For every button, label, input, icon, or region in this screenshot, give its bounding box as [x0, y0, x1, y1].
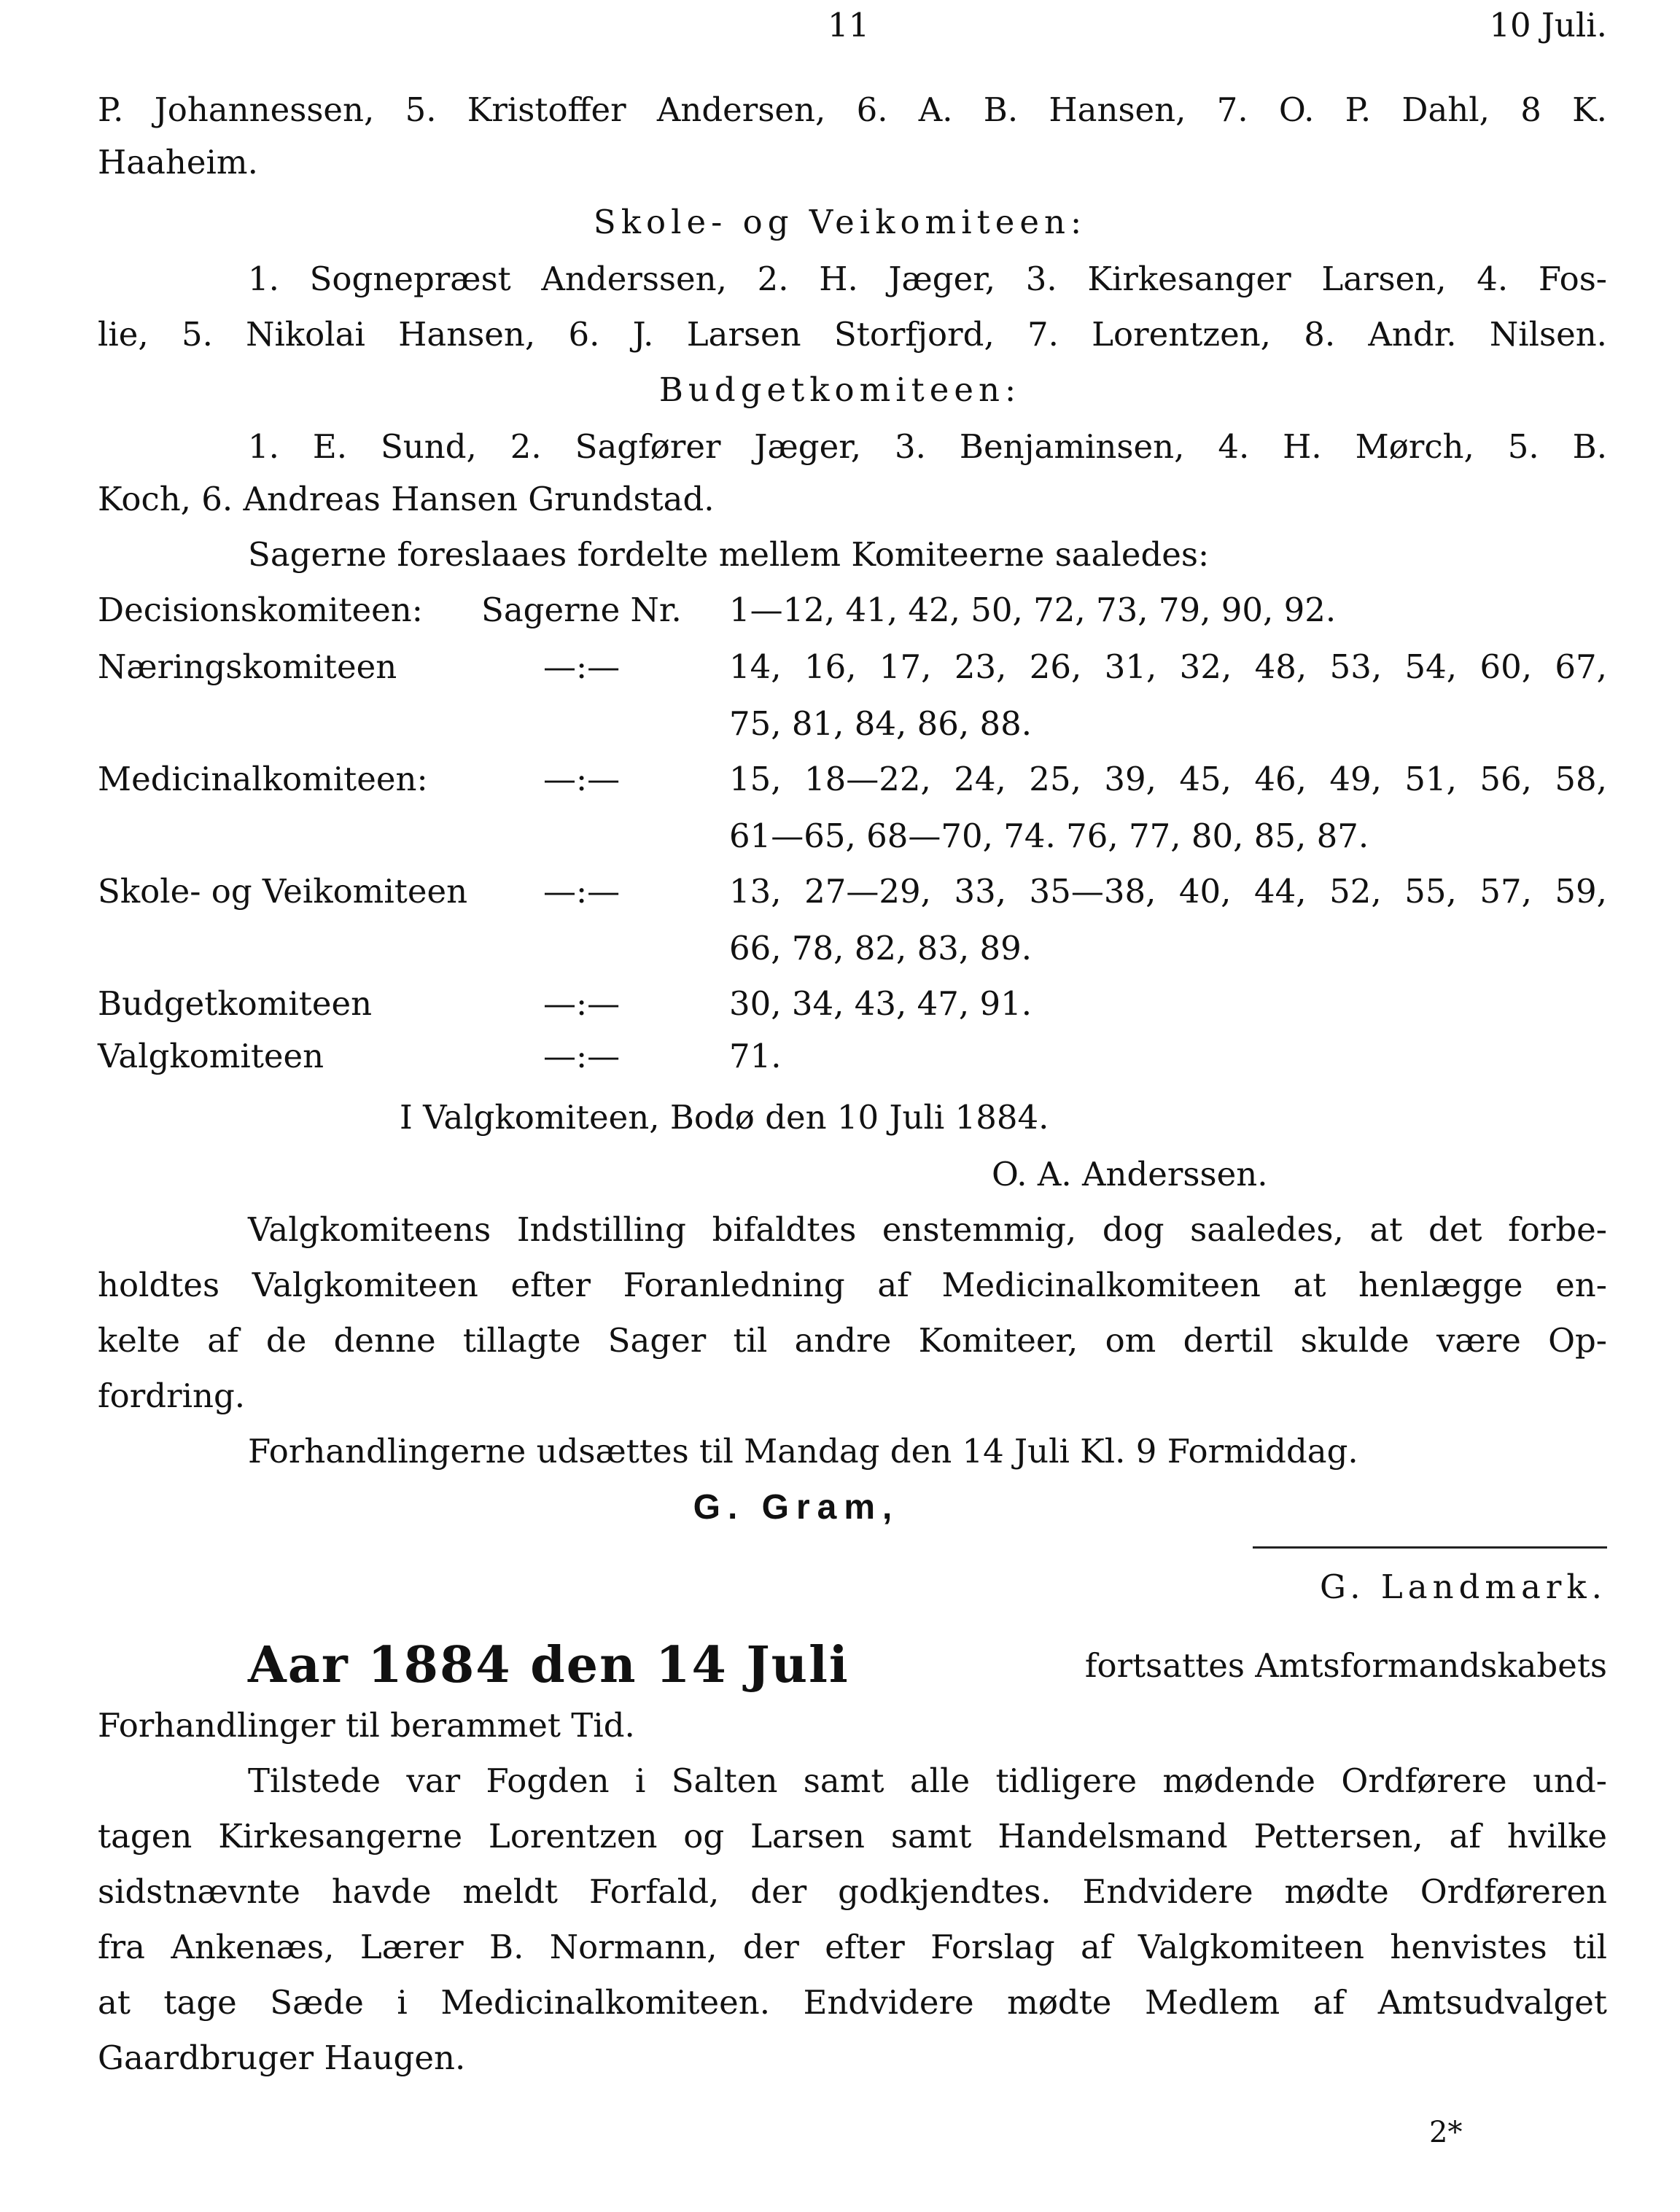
committee-label: Decisionskomiteen:: [98, 591, 423, 629]
signer-name: O. A. Anderssen.: [992, 1155, 1268, 1193]
ditto-mark: —:—: [543, 647, 621, 686]
session-heading-rest: fortsattes Amtsformandskabets: [1084, 1646, 1607, 1685]
committee-members-line: 1. Sognepræst Anderssen, 2. H. Jæger, 3. Kirkesanger Larsen, 4. Fos-: [248, 260, 1607, 298]
session-paragraph-line: Gaardbruger Haugen.: [98, 2038, 466, 2077]
committee-members-line: 1. E. Sund, 2. Sagfører Jæger, 3. Benjaminsen, 4. H. Mørch, 5. B.: [248, 427, 1607, 466]
signature-rule: [1253, 1546, 1607, 1549]
committee-label: Medicinalkomiteen:: [98, 760, 428, 798]
committee-label: Valgkomiteen: [98, 1037, 324, 1075]
signature-mark: 2*: [1429, 2116, 1463, 2149]
committee-members-line: lie, 5. Nikolai Hansen, 6. J. Larsen Storfjord, 7. Lorentzen, 8. Andr. Nilsen.: [98, 315, 1607, 354]
chair-signature: G. Gram,: [693, 1488, 900, 1527]
case-numbers: 61—65, 68—70, 74. 76, 77, 80, 85, 87.: [729, 817, 1369, 855]
ditto-mark: —:—: [543, 872, 621, 911]
section-heading: Budgetkomiteen:: [658, 370, 1022, 409]
section-heading: Skole- og Veikomiteen:: [593, 203, 1087, 241]
committee-label: Budgetkomiteen: [98, 984, 373, 1023]
case-numbers: 14, 16, 17, 23, 26, 31, 32, 48, 53, 54, 60, 67,: [729, 647, 1607, 686]
secretary-signature: G. Landmark.: [1319, 1568, 1607, 1606]
resolution-line: holdtes Valgkomiteen efter Foranledning af Medicinalkomiteen at henlægge en-: [98, 1266, 1607, 1304]
page-date: 10 Juli.: [1489, 6, 1607, 44]
ditto-mark: —:—: [543, 1037, 621, 1075]
ditto-mark: —:—: [543, 760, 621, 798]
session-paragraph-line: tagen Kirkesangerne Lorentzen og Larsen samt Handelsmand Pettersen, af hvilke: [98, 1817, 1607, 1855]
cases-reference: Sagerne Nr.: [481, 591, 682, 629]
place-date-line: I Valgkomiteen, Bodø den 10 Juli 1884.: [400, 1098, 1049, 1137]
case-numbers: 66, 78, 82, 83, 89.: [729, 929, 1032, 967]
session-paragraph-line: sidstnævnte havde meldt Forfald, der godkjendtes. Endvidere mødte Ordføreren: [98, 1872, 1607, 1911]
committee-label: Næringskomiteen: [98, 647, 397, 686]
case-numbers: 15, 18—22, 24, 25, 39, 45, 46, 49, 51, 56, 58,: [729, 760, 1607, 798]
case-numbers: 1—12, 41, 42, 50, 72, 73, 79, 90, 92.: [729, 591, 1337, 629]
session-heading: Aar 1884 den 14 Juli: [248, 1636, 849, 1694]
case-numbers: 75, 81, 84, 86, 88.: [729, 704, 1032, 743]
distribution-intro: Sagerne foreslaaes fordelte mellem Komiteerne saaledes:: [248, 535, 1210, 574]
session-paragraph-line: fra Ankenæs, Lærer B. Normann, der efter Forslag af Valgkomiteen henvistes til: [98, 1928, 1607, 1966]
committee-members-line: Koch, 6. Andreas Hansen Grundstad.: [98, 480, 715, 518]
adjournment-line: Forhandlingerne udsættes til Mandag den 14 Juli Kl. 9 Formiddag.: [248, 1432, 1358, 1471]
case-numbers: 71.: [729, 1037, 782, 1075]
members-line: Haaheim.: [98, 143, 258, 182]
session-line: Forhandlinger til berammet Tid.: [98, 1706, 635, 1745]
resolution-line: fordring.: [98, 1376, 246, 1415]
resolution-line: Valgkomiteens Indstilling bifaldtes enstemmig, dog saaledes, at det forbe-: [248, 1210, 1607, 1249]
session-paragraph-line: at tage Sæde i Medicinalkomiteen. Endvidere mødte Medlem af Amtsudvalget: [98, 1983, 1607, 2022]
session-paragraph-line: Tilstede var Fogden i Salten samt alle tidligere mødende Ordførere und-: [248, 1761, 1607, 1800]
case-numbers: 13, 27—29, 33, 35—38, 40, 44, 52, 55, 57, 59,: [729, 872, 1607, 911]
members-line: P. Johannessen, 5. Kristoffer Andersen, 6. A. B. Hansen, 7. O. P. Dahl, 8 K.: [98, 90, 1607, 129]
case-numbers: 30, 34, 43, 47, 91.: [729, 984, 1032, 1023]
resolution-line: kelte af de denne tillagte Sager til andre Komiteer, om dertil skulde være Op-: [98, 1321, 1607, 1360]
ditto-mark: —:—: [543, 984, 621, 1023]
committee-label: Skole- og Veikomiteen: [98, 872, 468, 911]
page-number: 11: [828, 6, 870, 44]
